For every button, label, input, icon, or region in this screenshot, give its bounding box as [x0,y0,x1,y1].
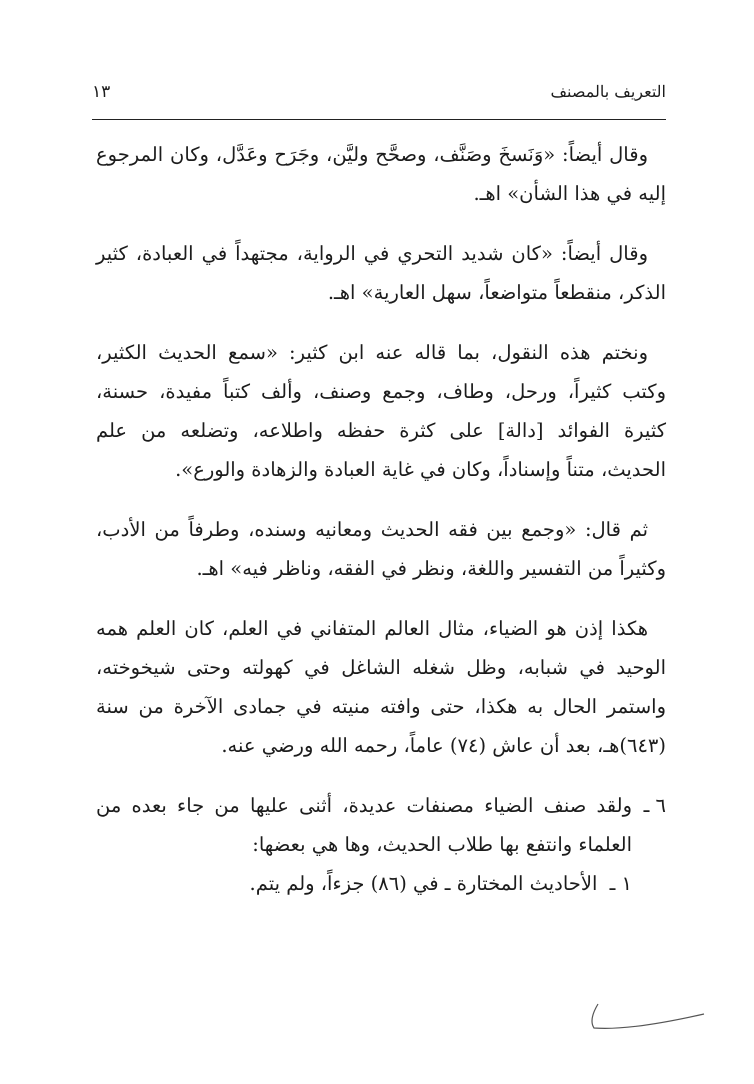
sub-item-1 [96,864,666,903]
header-rule [92,119,666,120]
paragraph-2: وقال أيضاً: «كان شديد التحري في الرواية، مجتهداً في العبادة، كثير الذكر، منقطعاً متواضعاً، سهل العارية» اهـ. [96,242,666,304]
page-body [96,135,666,903]
page-number: ١٣ [92,82,111,102]
paragraph-1: وقال أيضاً: «وَنَسخَ وصَنَّف، وصحَّح وليَّن، وجَرَح وعَدَّل، وكان المرجوع إليه في هذا الشأن» اهـ. [96,143,666,205]
page-header [92,82,666,112]
sub-item-text: الأحاديث المختارة ـ في (٨٦) جزءاً، ولم يتم. [249,872,598,895]
sub-item-number: ١ ـ [609,872,632,895]
running-title: التعريف بالمصنف [550,82,666,101]
paragraph-3: ونختم هذه النقول، بما قاله عنه ابن كثير: «سمع الحديث الكثير، وكتب كثيراً، ورحل، وطاف، وجمع وصنف، وألف كتباً مفيدة، حسنة، كثيرة الفوائد [دالة] على كثرة حفظه واطلاعه، وتضلعه من علم الحديث، متناً وإسناداً، وكان في غاية العبادة والزهادة والورع». [96,341,666,481]
list-item-number: ٦ ـ [643,794,666,817]
paragraph-5: هكذا إذن هو الضياء، مثال العالم المتفاني في العلم، كان العلم همه الوحيد في شبابه، وظل شغله الشاغل في كهولته وحتى شيخوخته، واستمر الحال به هكذا، حتى وافته منيته في جمادى الآخرة من سنة (٦٤٣)هـ، بعد أن عاش (٧٤) عاماً، رحمه الله ورضي عنه. [96,617,666,757]
list-item-6 [96,786,666,864]
list-item-text: ولقد صنف الضياء مصنفات عديدة، أثنى عليها من جاء بعده من العلماء وانتفع بها طلاب الحديث، وها هي بعضها: [96,794,632,856]
paragraph-4: ثم قال: «وجمع بين فقه الحديث ومعانيه وسنده، وطرفاً من الأدب، وكثيراً من التفسير واللغة، ونظر في الفقه، وناظر فيه» اهـ. [96,518,666,580]
